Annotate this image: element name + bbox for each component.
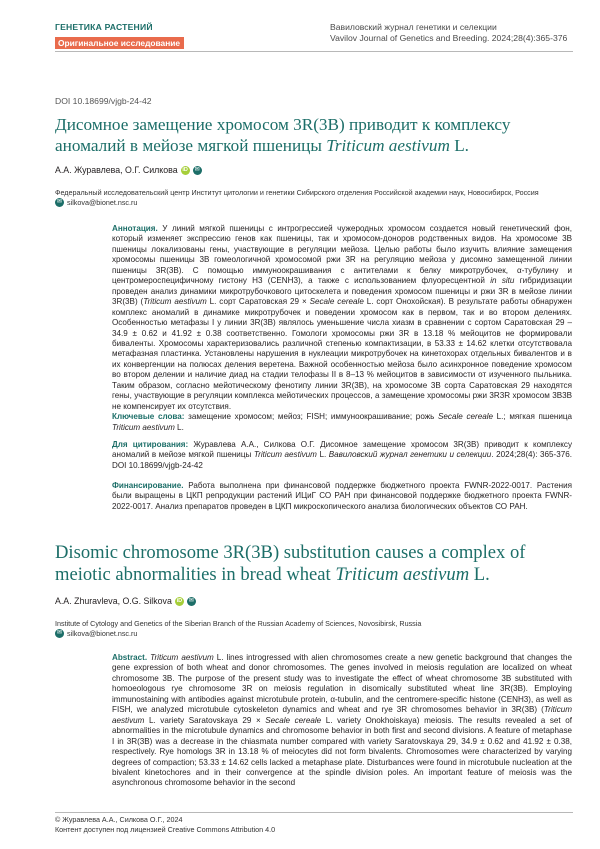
orcid-icon[interactable]: iD	[182, 166, 188, 173]
article-type-badge: Оригинальное исследование	[55, 37, 184, 49]
title-ru-species: Triticum aestivum	[326, 135, 450, 155]
title-en-species: Triticum aestivum	[335, 563, 470, 585]
email-link-en[interactable]: silkova@bionet.nsc.ru	[67, 628, 138, 638]
title-en-end: L.	[469, 563, 490, 585]
keywords-ru-species: Secale cereale	[438, 412, 493, 422]
journal-name-ru: Вавиловский журнал генетики и селекции	[330, 22, 497, 32]
citation-ru-label: Для цитирования:	[112, 440, 189, 449]
title-ru-end: L.	[449, 135, 469, 155]
authors-ru-names: А.А. Журавлева, О.Г. Силкова	[55, 165, 178, 175]
title-en	[55, 542, 570, 585]
footer-divider	[55, 812, 573, 813]
footer	[55, 815, 275, 835]
keywords-ru-text: замещение хромосом; мейоз; FISH; иммуноокрашивание; рожь	[184, 412, 439, 422]
email-icon: ✉	[56, 199, 63, 206]
header-divider	[55, 51, 573, 52]
section-label: ГЕНЕТИКА РАСТЕНИЙ	[55, 22, 153, 32]
abstract-ru-insitu: in situ	[490, 276, 515, 286]
abstract-en	[112, 653, 572, 789]
authors-ru	[55, 165, 202, 175]
abstract-ru-text: L. сорт Саратовская 29 ×	[206, 297, 310, 307]
abstract-ru-text: гибридизации проведен анализ динамики микротрубочкового цитоскелета и поведения хромосом пшеницы и ржи 3R в мейозе линии 3R(3B) (	[112, 276, 572, 307]
keywords-ru-species: Triticum aestivum	[112, 422, 175, 432]
abstract-en-text: L. lines introgressed with alien chromosomes create a new genetic background that changes the gene expression of both wheat and donor chromosomes. The genes involved in meiosis regulation are localized on wheat chromosome 3B. The purpose of the present study was to investigate the effect of wheat chromosome 3B substituted with homoeologous rye chromosome 3R on meiosis regulation in disomically substituted wheat line 3R(3B). Employing immunostaining with antibodies against microtubule protein, α-tubulin, and the centromere-specific histone (CENH3), as well as FISH, we analyzed microtubule cytoskeleton dynamics and wheat and rye 3R chromosomes behavior in 3R(3B) (	[112, 653, 572, 715]
email-icon[interactable]: ✉	[194, 166, 200, 173]
license: Контент доступен под лицензией Creative Commons Attribution 4.0	[55, 825, 276, 834]
abstract-ru-species: Secale cereale	[309, 297, 364, 307]
funding-ru-label: Финансирование.	[112, 481, 184, 490]
abstract-en-species: Triticum aestivum	[150, 653, 214, 662]
abstract-ru-species: Triticum aestivum	[143, 297, 207, 307]
email-link-ru[interactable]: silkova@bionet.nsc.ru	[67, 197, 138, 207]
copyright: © Журавлева А.А., Силкова О.Г., 2024	[55, 815, 183, 824]
title-en-main: Disomic chromosome 3R(3B) substitution causes a complex of meiotic abnormalities in bread wheat	[55, 542, 526, 585]
authors-en	[55, 596, 196, 606]
affiliation-en	[55, 619, 575, 639]
email-row-ru	[55, 198, 575, 208]
citation-ru-text: L.	[316, 450, 329, 460]
orcid-icon[interactable]: iD	[176, 597, 183, 604]
abstract-en-species: Triticum aestivum	[112, 705, 572, 725]
journal-name-en: Vavilov Journal of Genetics and Breeding. 2024;28(4):365-376	[330, 33, 568, 44]
email-icon[interactable]: ✉	[188, 597, 194, 604]
abstract-en-text: L. variety Onokhoiskaya) meiosis. The results revealed a set of abnormalities in the microtubule dynamics and chromosome behavior in both first and second divisions. A feature of metaphase I in 3R(3B) was a decrease in the chiasmata number compared with variety Saratovskaya 29, 34.9 ± 0.62 and 41.92 ± 0.38, respectively. Rye homologs 3R in 13.18 % of meiocytes did not form bivalents. Chromosomes were characterized by varying degrees of compaction; 53.33 ± 14.62 cells lacked a metaphase plate. Disturbances were found in microtubule nucleation at the bivalent kinetochores and in their convergence at the spindle division poles. An important feature of meiosis was the asynchronous chromosome behavior in the second	[112, 715, 572, 788]
funding-ru	[112, 481, 572, 512]
journal-header-left	[55, 22, 184, 51]
authors-en-names: A.A. Zhuravleva, O.G. Silkova	[55, 596, 172, 606]
keywords-ru-text: L.	[174, 422, 184, 432]
abstract-ru-text: У линий мягкой пшеницы с интрогрессией чужеродных хромосом создается новый генетический фон, который изменяет экспрессию генов как пшеницы, так и хромосом-доноров родственных видов. На хромосоме 3B пшеницы локализованы гены, участвующие в регуляции мейоза. Целью работы было изучить влияние замещения хромосомы пшеницы 3B гомеологичной хромосомой ржи 3R на регуляцию мейоза у дисомно замещенной линии пшеницы 3R(3B). С помощью иммуноокрашивания с антителами к белку микротрубочек, α-тубулину и центромероспецифичному гистону H3 (CENH3), а также с использованием флуоресцентной	[112, 224, 572, 286]
title-ru-main: Дисомное замещение хромосом 3R(3B) приводит к комплексу аномалий в мейозе мягкой пшеницы	[55, 115, 511, 155]
citation-ru-journal: Вавиловский журнал генетики и селекции	[328, 450, 492, 460]
abstract-ru-text: L. сорт Онохойская). В результате работы обнаружен комплекс аномалий в динамике микротрубочек и поведении хромосом как в первом, так и во втором делениях. Особенностью метафазы I у линии 3R(3B) являлось уменьшение числа хиазм в сравнении с сортом Саратовская 29 – 34.9 ± 0.62 и 41.92 ± 0.38 соответственно. Гомологи хромосомы ржи 3R в 13.18 % мейоцитов не формировали биваленты. Хромосомы характеризовались различной степенью компактизации, в 53.33 ± 14.62 клетки отсутствовала метафазная пластинка. Установлены нарушения в нуклеации микротрубочек на кинетохорах отдельных бивалентов и в их конвергенции на полюсах деления веретена. Важной особенностью мейоза было асинхронное поведение хромосом во втором делении и наличие диад на стадии телофазы II в 8–13 % мейоцитов в зависимости от изученного пыльника. Таким образом, согласно мейотическому фенотипу линии 3R(3B), на хромосоме 3B сорта Саратовская 29 находятся гены, участвующие в регуляции комплекса мейотических процессов, а замещение хромосомы ржи 3R3R хромосом 3B3B не компенсирует их отсутствия.	[112, 297, 572, 411]
abstract-ru	[112, 224, 572, 433]
citation-ru-text: . 2024;28(4): 365-376. DOI 10.18699/vjgb-24-42	[112, 450, 572, 470]
affiliation-ru	[55, 188, 575, 208]
keywords-ru-label: Ключевые слова:	[112, 412, 185, 422]
abstract-en-species: Secale cereale	[265, 715, 322, 725]
citation-ru	[112, 440, 572, 471]
doi: DOI 10.18699/vjgb-24-42	[55, 96, 152, 106]
abstract-ru-label: Аннотация.	[112, 224, 158, 233]
email-row-en	[55, 629, 575, 639]
abstract-en-text: L. variety Saratovskaya 29 ×	[144, 715, 266, 725]
keywords-ru-text: L.; мягкая пшеница	[493, 412, 573, 422]
journal-header-right	[330, 22, 567, 44]
affiliation-en-text: Institute of Cytology and Genetics of the Siberian Branch of the Russian Academy of Sciences, Novosibirsk, Russia	[55, 619, 422, 628]
citation-ru-text: Журавлева А.А., Силкова О.Г. Дисомное замещение хромосом 3R(3B) приводит к комплексу аномалий в мейозе мягкой пшеницы	[112, 440, 572, 460]
title-ru	[55, 115, 570, 156]
citation-ru-species: Triticum aestivum	[253, 450, 317, 460]
affiliation-ru-text: Федеральный исследовательский центр Институт цитологии и генетики Сибирского отделения Российской академии наук, Новосибирск, Россия	[55, 188, 539, 197]
email-icon: ✉	[56, 630, 63, 637]
funding-ru-text: Работа выполнена при финансовой поддержке бюджетного проекта FWNR-2022-0017. Растения были выращены в ЦКП репродукции растений ИЦиГ СО РАН при финансовой поддержке бюджетного проекта FWNR-2022-0017. Анализ препаратов проведен в ЦКП микроскопического анализа биологических объектов СО РАН.	[112, 481, 572, 511]
abstract-en-label: Abstract.	[112, 653, 148, 662]
